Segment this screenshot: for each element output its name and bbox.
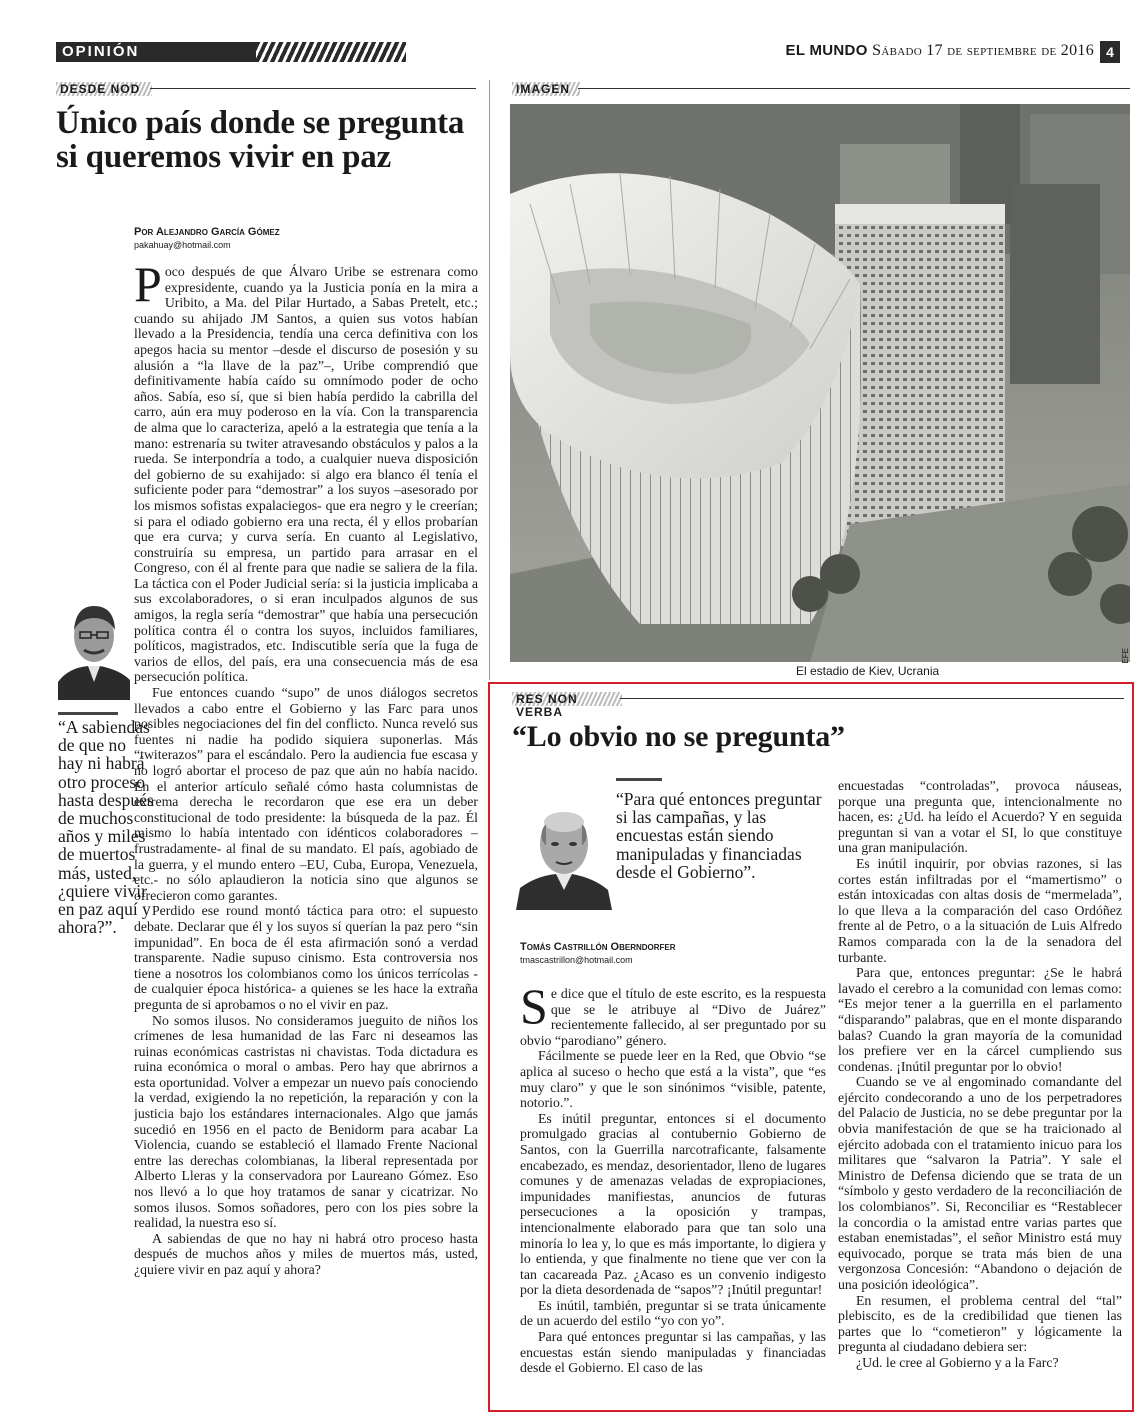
right-paragraph: Es inútil inquirir, por obvias razones, si las cortes están infiltradas por el “mamertismo” o están intoxicadas con altas dosis de “mermelada”, lo que lleva a la comparación del caso Ordóñez frente al de Petro, o a la situación de Luis Alfredo Ramos comparada con la de la senadora del turbante. [838, 855, 1122, 965]
left-drop-cap: P [134, 264, 162, 312]
page-header [56, 38, 1120, 68]
image-kicker: IMAGEN [512, 82, 580, 96]
left-email: pakahuay@hotmail.com [134, 240, 231, 250]
stadium-photo [510, 104, 1130, 662]
issue-date: Sábado 17 de septiembre de 2016 [872, 42, 1094, 59]
left-paragraph: No somos ilusos. No consideramos jueguito de niños los crímenes de lesa humanidad de las Farc ni deseamos las ruinas económicas castristas ni chavistas. Toda dictadura es ruina económica o moral o ambas. Pero hay que abrirnos a esta oportunidad. Volver a empezar un nuevo país conociendo la verdad, exigiendo la no repetición, la reparación y con la justicia bajo los estándares internacionales. Algo que jamás sucedió en 1956 en el pacto de Benidorm para acabar La Violencia, cuando se estableció el llamado Frente Nacional entre las derechas colombianas, la liberal representada por Alberto Lleras y la conservadora por Laureano Gómez. Eso nos llevó a lo que hoy tratamos de sanar y cicatrizar. No somos ilusos. Somos soñadores, pero con los pies sobre la realidad, la nuestra eso sí. [134, 1012, 478, 1231]
paper-name: EL MUNDO [785, 42, 868, 59]
right-kicker: RES NON VERBA [512, 692, 622, 706]
right-paragraph: Cuando se ve al engominado comandante del ejército condecorando a uno de los perpetradores del Palacio de Justicia, no se debe preguntar por la obvia manifestación de que se ha traicionado al ejército adobada con el tratamiento inicuo para los militares que “salvaron la Patria”. Y sale el Ministro de Defensa diciendo que se trata de un “símbolo y gesto verdadero de la reconciliación de los colombianos”. Si, Reconciliar es “Restablecer la concordia o la amistad entre varias partes que estaban enemistadas”, el señor Ministro está muy equivocado, porque se trata más bien de una vergonzosa Concesión: “Abandono o dejación de una posición ideológica”. [838, 1074, 1122, 1292]
column-divider [489, 80, 490, 680]
right-pull-quote: “Para qué entonces preguntar si las campañas, y las encuestas están siendo manipuladas y financiadas desde el Gobierno”. [616, 789, 822, 882]
right-headline: “Lo obvio no se pregunta” [512, 720, 845, 753]
left-author: Por Alejandro García Gómez [134, 226, 280, 238]
right-paragraph: Es inútil preguntar, entonces si el documento promulgado gracias al contubernio Gobierno de Santos, con la Guerrilla narcotraficante, falsamente encabezado, es mendaz, desorientador, lleno de lugares comunes y de amenazas veladas de expropiaciones, impunidades manifiestas, anuncios de futuras persecuciones a la oposición y trampas, intencionalmente elaborado para que tan solo una minoría lo lea y, lo que es más importante, lo digiera y lo entienda, y que finalmente no tiene que ver con la tan cacareada Paz. ¿Acaso es un convenio indigesto por la dieta desordenada de “sapos”? ¡Inútil preguntar! [520, 1110, 826, 1298]
masthead [786, 42, 1094, 60]
left-paragraph: A sabiendas de que no hay ni habrá otro proceso hasta después de muchos años y miles de muertos más, usted, ¿quiere vivir en paz aquí y ahora? [134, 1230, 478, 1277]
left-headline: Único país donde se pregunta si queremos vivir en paz [56, 105, 465, 175]
left-paragraph: Poco después de que Álvaro Uribe se estrenara como expresidente, cuando ya la Justicia ponía en la mira a Uribito, a Ma. del Pilar Hurtado, a Sabas Pretelt, etc.; cuando su ahijado JM Santos, a quien sus votos habían llevado a la Presidencia, tendía una cerca definitiva con los apegos hacia su mentor –desde el discurso de posesión y su alusión a “la llave de la paz”–, Uribe comprendió que definitivamente había caído su omnímodo poder de ocho años. Sabía, eso sí, que si bien había perdido la cabrilla del carro, aún era muy poderoso en la vía. Con la transparencia de alma que lo caracteriza, apeló a la estrategia que tenía a la mano: estrenaría su twiter atravesando obstáculos y palos a la rueda. Se interpondría a todo, a cualquier nueva disposición del gobierno de su exahijado: si algo era blanco él tenía el suficiente poder para “demostrar” a los suyos –asesorado por los mismos sofistas expalaciegos- que era negro y le creerían; si para el odiado gobierno era una recta, él y ellos probarían que era curva; y curva sería. En cuanto al Legislativo, construiría su empresa, un partido para arrasar en el Congreso, con él al frente para que nadie se saliera de la fila. La táctica con el Poder Judicial sería: si la justicia implicaba a sus excolaboradores, o si eran inculpados algunos de sus amigos, la regla sería “demostrar” que había una persecución política contra él o contra los suyos, incluidos familiares, políticos, magistrados, etc. Indiscutible sería que la fuga de varios de ellos, del país, era una consecuencia más de esa persecución política. [134, 264, 478, 685]
photo-credit: EFE [1121, 648, 1130, 664]
right-paragraph: encuestadas “controladas”, provoca náuseas, porque una pregunta que, intencionalmente no hacen, es: ¿Ud. ha leído el Acuerdo? Y en seguida preguntan si van a votar el SI, lo que constituye una gran manipulación. [838, 778, 1122, 856]
right-kicker-rule [620, 698, 1124, 699]
right-paragraph: Es inútil, también, preguntar si se trata únicamente de un acuerdo del estilo “yo con yo”. [520, 1297, 826, 1329]
author-photo-right [516, 800, 612, 910]
right-paragraph: Se dice que el título de este escrito, es la respuesta que se le atribuye al “Divo de Juárez” recientemente fallecido, al ser preguntado por su obvio “parodiano” género. [520, 986, 826, 1048]
right-paragraph: Fácilmente se puede leer en la Red, que Obvio “se aplica al suceso o hecho que está a la vista”, que “es muy claro” y que le son sinónimos “visible, patente, notorio.”. [520, 1048, 826, 1111]
right-paragraph: En resumen, el problema central del “tal” plebiscito, es de la credibilidad que tienen las partes que lo “cometieron” y lógicamente la pregunta al ciudadano debiera ser: [838, 1292, 1122, 1355]
left-pull-quote: “A sabiendas de que no hay ni habrá otro proceso hasta después de muchos años y miles de muertos más, usted, ¿quiere vivir en paz aquí y ahora?”. [58, 717, 154, 938]
right-quote-rule [616, 778, 662, 781]
left-kicker: DESDE NOD [56, 82, 152, 96]
right-byline [520, 941, 820, 967]
left-article-body [134, 264, 478, 1410]
section-stripes [256, 42, 406, 62]
page-number: 4 [1100, 41, 1120, 63]
left-byline [134, 226, 474, 252]
photo-caption: El estadio de Kiev, Ucrania [796, 664, 940, 678]
left-quote-rule [58, 712, 118, 715]
author-photo-left [58, 590, 130, 700]
left-kicker-rule [150, 88, 476, 89]
right-author: Tomás Castrillón Oberndorfer [520, 941, 676, 953]
left-paragraph: Fue entonces cuando “supo” de unos diálogos secretos llevados a cabo entre el Gobierno y las Farc para unos posibles negociaciones del fin del conflicto. Nunca reveló sus fuentes ni nadie ha podido siquiera suponerlas. Más “twiterazos” para el escándalo. Pero la audiencia fue escasa y no logró abortar el proceso de paz que aún no había nacido. En el anterior artículo señalé cómo hasta columnistas de extrema derecha le recordaron que ese era un deber constitucional de todo presidente: la búsqueda de la paz. Él mismo lo había intentado con idénticos colaboradores –frustradamente- al final de su mandato. El país, agobiado de la guerra, y el mundo entero –EU, Cuba, Europa, Venezuela, etc.- no sólo aplaudieron la noticia sino que algunos se ofrecieron como garantes. [134, 685, 478, 903]
right-email: tmascastrillon@hotmail.com [520, 955, 633, 965]
right-paragraph: Para que, entonces preguntar: ¿Se le habrá lavado el cerebro a la comunidad con lemas como: “Es mejor tener a la guerrilla en el parlamento “disparando” palabras, que en el monte disparando balas? Cuando la gran mayoría de la comunidad los prefiere ver en la cárcel cumpliendo sus condenas. ¡Inútil preguntar por lo obvio! [838, 965, 1122, 1074]
right-drop-cap: S [520, 986, 548, 1034]
right-paragraph: Para qué entonces preguntar si las campañas, y las encuestas están siendo manipuladas y financiadas desde el Gobierno. El caso de las [520, 1329, 826, 1376]
right-article-column-1 [520, 986, 826, 1404]
left-paragraph: Perdido ese round montó táctica para otro: el supuesto debate. Declarar que él y los suyos sí querían la paz pero “sin impunidad”. En boca de él esta afirmación sonó a verdad transparente. Nadie supuso cinismo. Esta controversia nos tiene a nosotros los colombianos como los únicos terrícolas -de cualquier época histórica- a quienes se les hace la extraña pregunta de si aprobamos o no el vivir en paz. [134, 903, 478, 1012]
right-article-column-2 [838, 778, 1122, 1404]
right-paragraph: ¿Ud. le cree al Gobierno y a la Farc? [856, 1354, 1059, 1370]
section-label: OPINIÓN [56, 42, 256, 62]
image-kicker-rule [578, 88, 1130, 89]
